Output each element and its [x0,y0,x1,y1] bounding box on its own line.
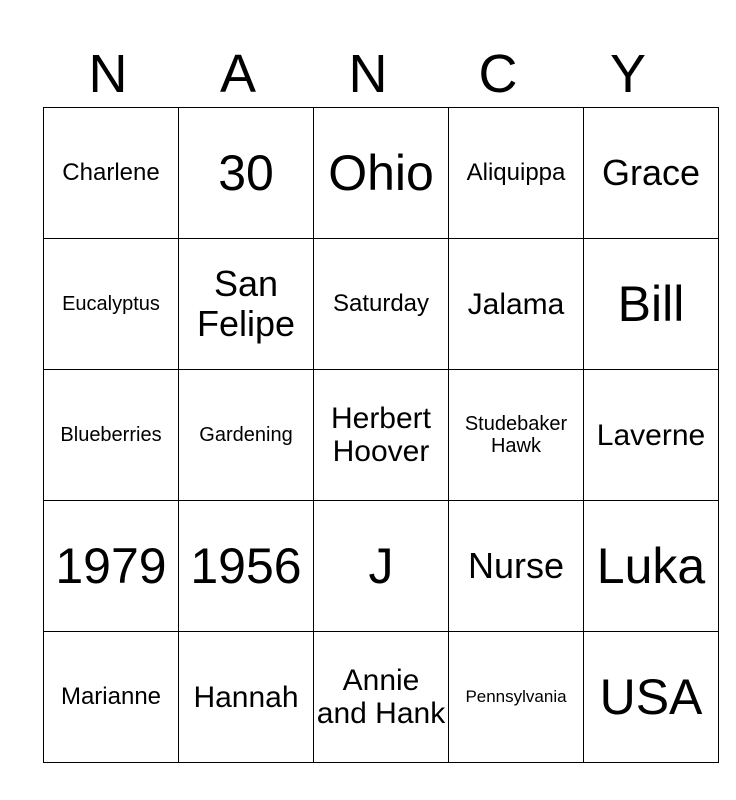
bingo-header [43,40,693,108]
bingo-cell[interactable]: 30 [179,108,314,239]
bingo-cell[interactable]: Jalama [449,239,584,370]
bingo-cell[interactable]: Bill [584,239,719,370]
board-row-1 [44,108,719,239]
header-letter-n1: N [88,44,128,104]
bingo-cell[interactable]: Gardening [179,370,314,501]
bingo-cell[interactable]: USA [584,632,719,763]
bingo-cell[interactable]: Luka [584,501,719,632]
bingo-cell[interactable]: Herbert Hoover [314,370,449,501]
bingo-cell[interactable]: Saturday [314,239,449,370]
bingo-cell[interactable]: Grace [584,108,719,239]
board-row-2 [44,239,719,370]
bingo-cell[interactable]: Nurse [449,501,584,632]
board-row-5 [44,632,719,763]
bingo-cell[interactable]: Pennsylvania [449,632,584,763]
header-letter-c: C [478,44,518,104]
bingo-cell[interactable]: Aliquippa [449,108,584,239]
bingo-cell[interactable]: Blueberries [44,370,179,501]
header-letter-y: Y [609,44,647,104]
bingo-cell[interactable]: Annie and Hank [314,632,449,763]
header-letter-a: A [219,44,257,104]
bingo-cell[interactable]: Charlene [44,108,179,239]
bingo-cell[interactable]: Laverne [584,370,719,501]
bingo-cell[interactable]: 1979 [44,501,179,632]
bingo-cell[interactable]: Hannah [179,632,314,763]
bingo-board [43,107,719,763]
header-letter-n2: N [348,44,388,104]
bingo-cell[interactable]: Ohio [314,108,449,239]
bingo-cell[interactable]: Marianne [44,632,179,763]
bingo-cell[interactable]: San Felipe [179,239,314,370]
board-row-3 [44,370,719,501]
bingo-cell[interactable]: J [314,501,449,632]
board-row-4 [44,501,719,632]
bingo-cell[interactable]: Studebaker Hawk [449,370,584,501]
bingo-cell[interactable]: Eucalyptus [44,239,179,370]
bingo-cell[interactable]: 1956 [179,501,314,632]
